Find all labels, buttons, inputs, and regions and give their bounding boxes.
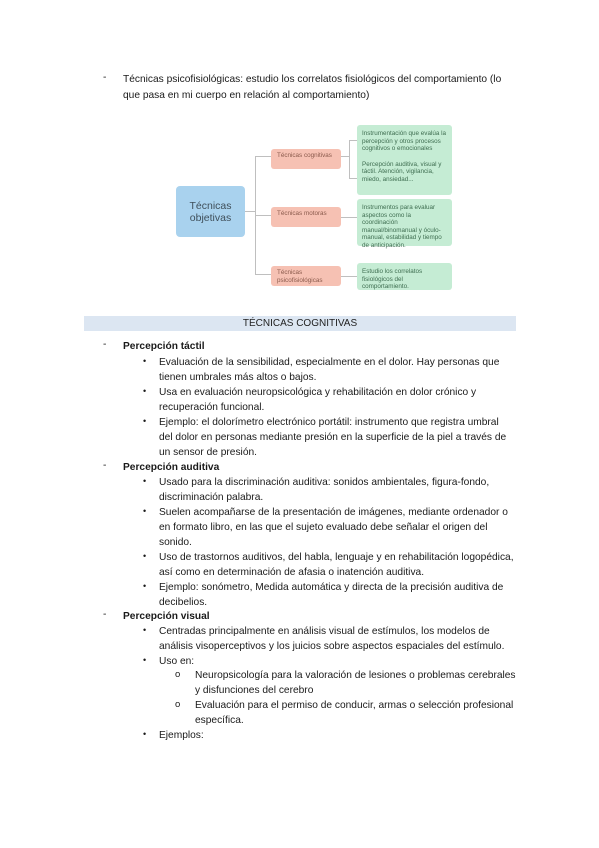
diagram-main-label: Técnicas objetivas (189, 199, 232, 224)
text-line: Ejemplos: (159, 730, 204, 741)
connector (255, 274, 271, 275)
bullet: • (143, 655, 147, 665)
text-line: del dolor en personas mediante presión en la superficie de la piel a través de (159, 432, 507, 443)
diagram-main-node (176, 186, 245, 237)
text-line: Evaluación de la sensibilidad, especialmente en el dolor. Hay personas que (159, 357, 500, 368)
bullet: • (143, 506, 147, 516)
diagram-node-psicofisiologicas: Técnicas psicofisiológicas (271, 266, 341, 286)
text-line: decibelios. (159, 597, 208, 608)
sub-bullet: o (175, 669, 181, 680)
diagram-node-motoras: Técnicas motoras (271, 207, 341, 227)
list-dash: - (103, 72, 107, 83)
connector (255, 215, 271, 216)
bullet: • (143, 551, 147, 561)
connector (349, 140, 357, 141)
text-line: así como en determinación de afasia o inatención auditiva. (159, 567, 425, 578)
connector (341, 276, 357, 277)
section-header: TÉCNICAS COGNITIVAS (84, 316, 516, 331)
text-line: Uso en: (159, 656, 195, 667)
connector (341, 156, 349, 157)
bullet: • (143, 416, 147, 426)
bullet: • (143, 386, 147, 396)
text-line: Evaluación para el permiso de conducir, armas o selección profesional (195, 700, 514, 711)
bullet: • (143, 625, 147, 635)
text-line: Usado para la discriminación auditiva: sonidos ambientales, figura-fondo, (159, 477, 490, 488)
text-line: tienen umbrales más altos o bajos. (159, 372, 317, 383)
list-dash: - (103, 460, 107, 471)
heading-visual: Percepción visual (123, 611, 210, 622)
bullet: • (143, 476, 147, 486)
text-line: recuperación funcional. (159, 402, 265, 413)
list-dash: - (103, 609, 107, 620)
text-line: Centradas principalmente en análisis visual de estímulos, los modelos de (159, 626, 490, 637)
text-line: Usa en evaluación neuropsicológica y rehabilitación en dolor crónico y (159, 387, 477, 398)
text-line: Uso de trastornos auditivos, del habla, lenguaje y en rehabilitación logopédica, (159, 552, 514, 563)
connector (349, 178, 357, 179)
connector (349, 140, 350, 178)
text-line: Suelen acompañarse de la presentación de imágenes, mediante ordenador o (159, 507, 508, 518)
text-line: análisis visoperceptivos y los juicios sobre aspectos espaciales del estímulo. (159, 641, 505, 652)
connector (245, 211, 255, 212)
text-line: y disfunciones del cerebro (195, 685, 314, 696)
diagram-leaf-cognitivas (357, 125, 452, 195)
heading-auditiva: Percepción auditiva (123, 462, 220, 473)
diagram-leaf-psico: Estudio los correlatos fisiológicos del comportamiento. (357, 263, 452, 290)
text-line: discriminación palabra. (159, 492, 264, 503)
text-line: Neuropsicología para la valoración de lesiones o problemas cerebrales (195, 670, 516, 681)
text-line: en formato libro, en las que el sujeto evaluado debe señalar el origen del (159, 522, 488, 533)
list-dash: - (103, 339, 107, 350)
bullet: • (143, 356, 147, 366)
text-line: Ejemplo: el dolorímetro electrónico portátil: instrumento que registra umbral (159, 417, 499, 428)
text-line: un sensor de presión. (159, 447, 257, 458)
bullet: • (143, 581, 147, 591)
diagram-leaf-motoras: Instrumentos para evaluar aspectos como la coordinación manual/binomanual y óculo-manual, estabilidad y tiempo de anticipación. (357, 199, 452, 246)
leaf-text: Percepción auditiva, visual y táctil. Atención, vigilancia, miedo, ansiedad... (362, 160, 442, 183)
sub-bullet: o (175, 699, 181, 710)
connector (255, 156, 271, 157)
connector (341, 217, 357, 218)
text-line: Ejemplo: sonómetro, Medida automática y directa de la precisión auditiva de (159, 582, 504, 593)
leaf-text: Instrumentación que evalúa la percepción y otros procesos cognitivos o emocionales (362, 130, 447, 153)
text-line: sonido. (159, 537, 192, 548)
diagram-node-cognitivas: Técnicas cognitivas (271, 149, 341, 169)
intro-line-2: que pasa en mi cuerpo en relación al comportamiento) (123, 90, 370, 101)
heading-tactil: Percepción táctil (123, 341, 205, 352)
text-line: específica. (195, 715, 244, 726)
bullet: • (143, 729, 147, 739)
intro-line-1: Técnicas psicofisiológicas: estudio los correlatos fisiológicos del comportamiento (lo (123, 74, 502, 85)
